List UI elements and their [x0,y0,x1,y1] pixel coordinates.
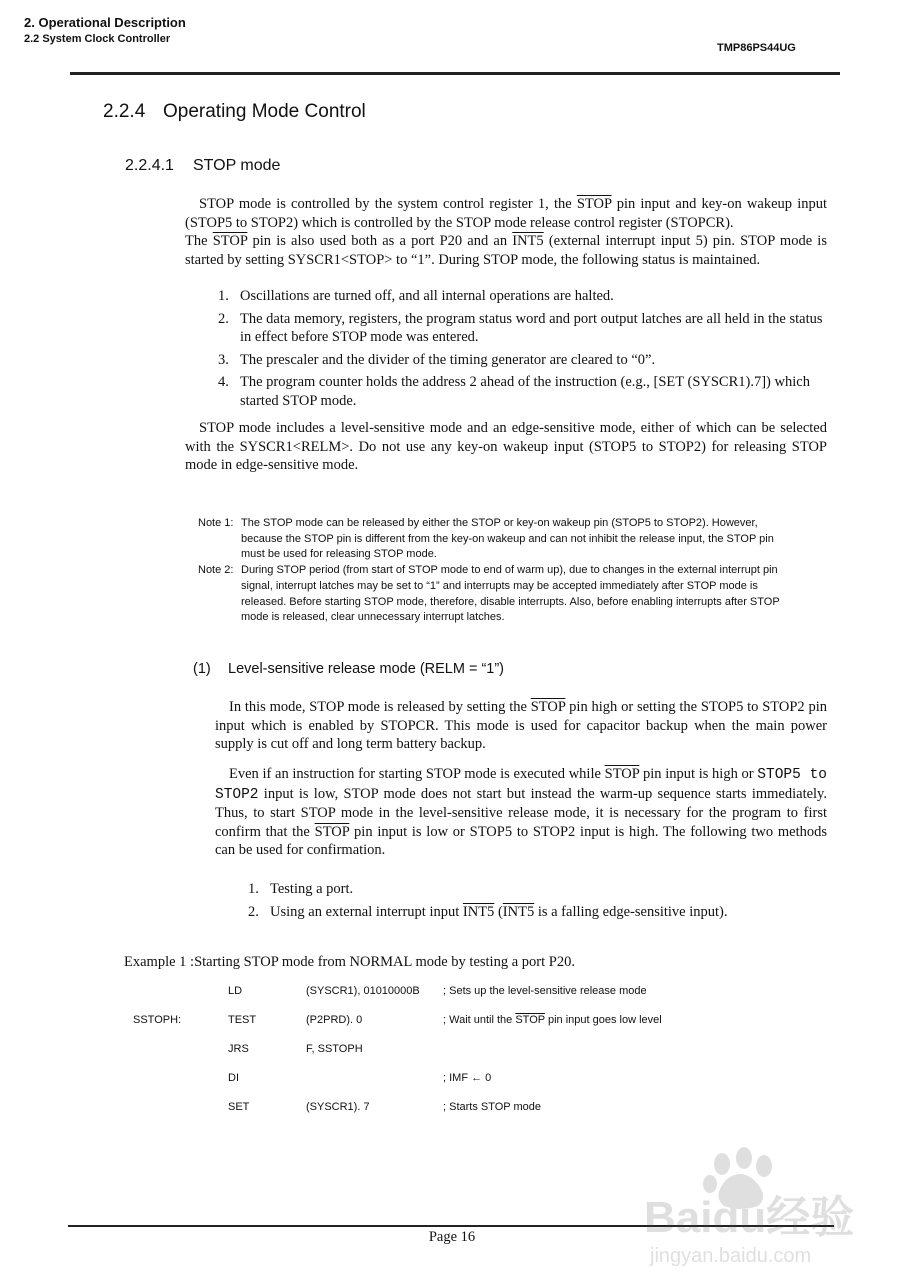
heading-2-2-4 [103,101,366,123]
code-op: JRS [228,1043,249,1055]
example-title: Example 1 :Starting STOP mode from NORMAL mode by testing a port P20. [124,954,575,970]
level-mode-paragraph: In this mode, STOP mode is released by setting the STOP pin high or setting the STOP5 to STOP2 pin input which is enabled by STOPCR. This mode is used for capacitor backup when the main power supply is cut off and long term battery backup. [215,699,827,752]
code-comment: ; Starts STOP mode [443,1101,542,1113]
heading-number: 2.2.4.1 [125,157,174,174]
part-number: TMP86PS44UG [717,42,796,54]
baidu-watermark-logo [640,1140,870,1270]
status-list [218,287,828,414]
code-label: SSTOPH: [133,1014,182,1026]
code-op: LD [228,985,243,997]
heading-text: Level-sensitive release mode (RELM = “1”) [228,661,505,677]
stop-signal: STOP [515,1014,545,1026]
heading-number: (1) [193,661,211,677]
header-rule [70,72,840,75]
stop5-stop2-signal: STOP5 to STOP2 [215,767,827,803]
int5-signal: INT5 [462,903,495,920]
list-item: 1. Oscillations are turned off, and all internal operations are halted. [218,288,614,304]
chapter-title: 2. Operational Description [24,15,186,30]
page-number: Page 16 [428,1229,476,1245]
int5-signal: INT5 [502,903,535,920]
code-arg: (P2PRD). 0 [306,1014,363,1026]
list-item: 2. The data memory, registers, the program status word and port output latches are all held in the status in effect before STOP mode was entered. [218,310,823,345]
code-op: SET [228,1101,250,1113]
list-item: 2. Using an external interrupt input INT5 (INT5 is a falling edge-sensitive input). [248,903,728,920]
confirmation-list [248,880,818,925]
heading-text: STOP mode [193,157,281,174]
code-comment: ; Sets up the level-sensitive release mode [443,985,647,997]
notes-block [198,516,798,626]
stop-signal: STOP [212,233,248,249]
stop-signal: STOP [604,766,640,782]
heading-level-sensitive [193,661,504,677]
stop-intro-paragraph: STOP mode is controlled by the system control register 1, the STOP pin input and key-on wakeup input (STOP5 to STOP2) which is controlled by the STOP mode release control register (STOPCR). The STOP pin is also used both as a port P20 and an INT5 (external interrupt input 5) pin. STOP mode is started by setting SYSCR1<STOP> to “1”. During STOP mode, the following status is maintained. [185,196,827,268]
heading-text: Operating Mode Control [163,101,366,122]
list-item: 3. The prescaler and the divider of the timing generator are cleared to “0”. [218,351,656,368]
stop-signal: STOP [314,823,350,840]
stop-signal: STOP [530,699,566,715]
heading-2-2-4-1 [125,157,280,175]
section-title: 2.2 System Clock Controller [24,33,171,45]
code-comment: ; Wait until the STOP pin input goes low level [443,1014,662,1026]
watermark-brand: Baidu经验 [644,1193,855,1242]
code-arg: (SYSCR1), 01010000B [306,985,420,997]
stop-signal: STOP [576,196,612,212]
int5-signal: INT5 [512,233,544,249]
code-op: TEST [228,1014,257,1026]
code-comment: ; IMF ← 0 [443,1072,492,1084]
note-2: Note 2: During STOP period (from start of STOP mode to end of warm up), due to changes in the external interrupt pin signal, interrupt latches may be set to “1” and interrupts may be accepted immediately after STOP mode is released. Before starting STOP mode, therefore, disable interrupts. Also, before enabling interrupts after STOP mode is released, clear unnecessary interrupt latches. [198,564,780,624]
list-item: 1. Testing a port. [248,881,354,897]
watermark-url: jingyan.baidu.com [650,1245,812,1267]
list-item: 4. The program counter holds the address 2 ahead of the instruction (e.g., [SET (SYSCR1).7]) which started STOP mode. [218,374,810,409]
code-arg: F, SSTOPH [306,1043,363,1055]
code-op: DI [228,1072,239,1084]
heading-number: 2.2.4 [103,101,146,122]
note-1: Note 1: The STOP mode can be released by either the STOP or key-on wakeup pin (STOP5 to STOP2). However, because the STOP pin is different from the key-on wakeup and can not inhibit the release input, the STOP pin must be used for releasing STOP mode. [198,517,774,561]
warmup-paragraph: Even if an instruction for starting STOP mode is executed while STOP pin input is high or STOP5 to STOP2 input is low, STOP mode does not start but instead the warm-up sequence starts immediately. Thus, to start STOP mode in the level-sensitive release mode, it is necessary for the program to first confirm that the STOP pin input is low or STOP5 to STOP2 input is high. The following two methods can be used for confirmation. [215,766,827,858]
code-arg: (SYSCR1). 7 [306,1101,370,1113]
relm-paragraph: STOP mode includes a level-sensitive mode and an edge-sensitive mode, either of which can be selected with the SYSCR1<RELM>. Do not use any key-on wakeup input (STOP5 to STOP2) for releasing STOP mode in edge-sensitive mode. [185,420,827,473]
